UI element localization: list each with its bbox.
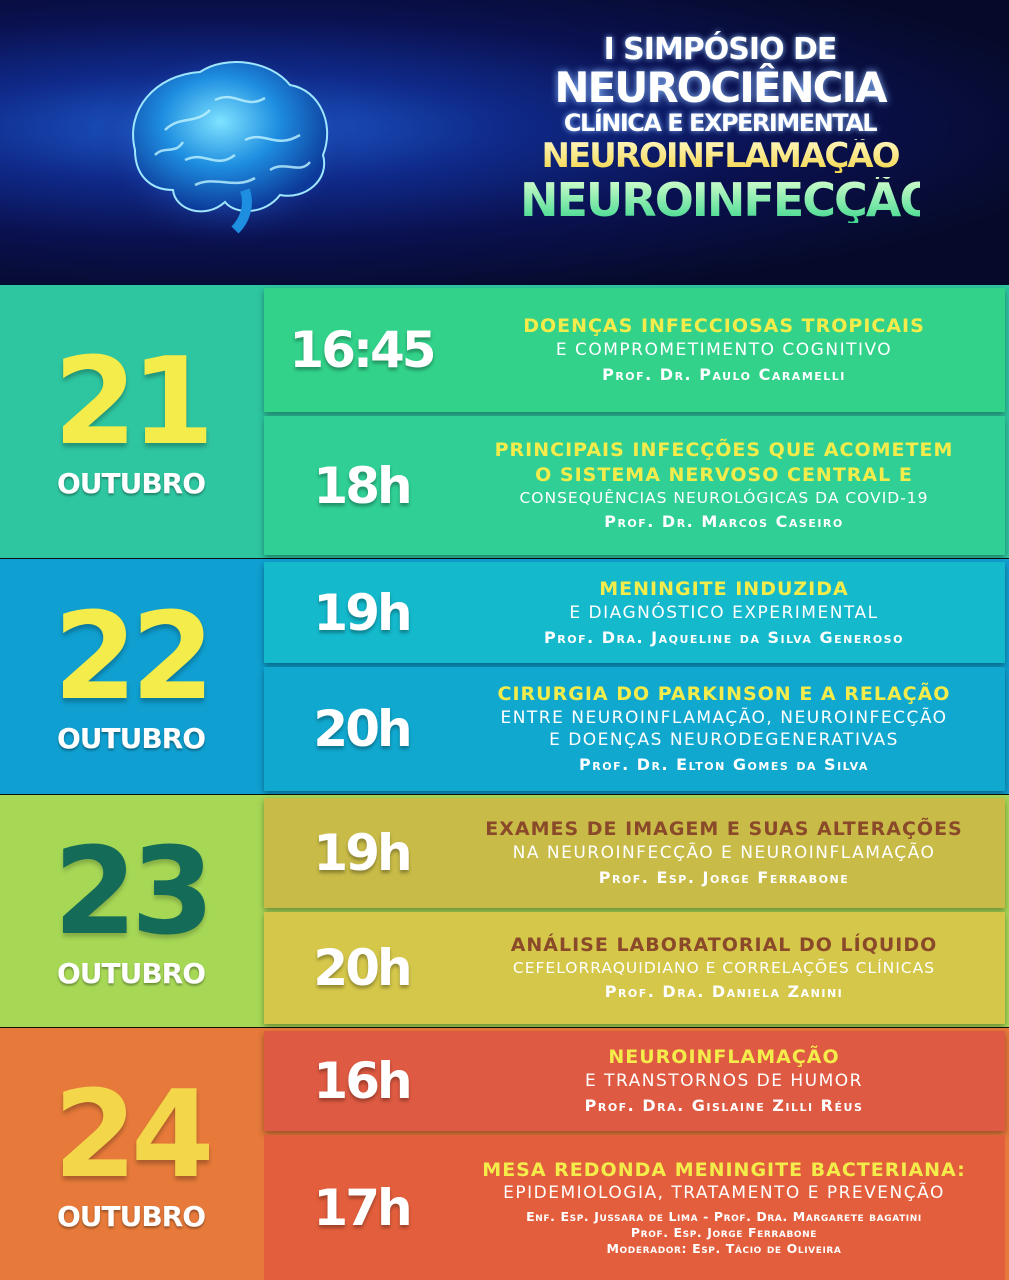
talk-subtitle: NA NEUROINFECÇÃO E NEUROINFLAMAÇÃO — [512, 843, 936, 863]
title-line-4: NEUROINFLAMAÇÃO — [520, 139, 920, 173]
schedule-slot — [264, 667, 1005, 791]
talk-speaker: Prof. Esp. Jorge Ferrabone — [598, 868, 850, 888]
talk-title: MESA REDONDA MENINGITE BACTERIANA: — [482, 1158, 966, 1181]
schedule-slot — [264, 288, 1005, 412]
day-block-23 — [0, 795, 1009, 1027]
talk-title: EXAMES DE IMAGEM E SUAS ALTERAÇÕES — [485, 818, 963, 841]
talk-info — [444, 288, 1004, 412]
talk-moderator: Moderador: Esp. Tácio de Oliveira — [606, 1241, 842, 1257]
day-number: 22 — [53, 588, 209, 727]
date-cell — [0, 559, 262, 794]
symposium-title — [520, 32, 937, 227]
schedule-slot — [264, 416, 1005, 555]
talk-subtitle: CONSEQUÊNCIAS NEUROLÓGICAS DA COVID-19 — [519, 488, 929, 507]
date-cell — [0, 795, 262, 1027]
talk-title: PRINCIPAIS INFECÇÕES QUE ACOMETEM — [494, 439, 954, 462]
talk-speaker: Prof. Dra. Daniela Zanini — [604, 982, 844, 1002]
title-line-1: I SIMPÓSIO DE — [603, 32, 837, 67]
talk-title-line-2: O SISTEMA NERVOSO CENTRAL E — [535, 464, 913, 487]
talk-subtitle: EPIDEMIOLOGIA, TRATAMENTO E PREVENÇÃO — [503, 1183, 945, 1204]
talk-info — [444, 416, 1004, 555]
talk-speaker: Enf. Esp. Jussara de Lima - Prof. Dra. Margarete bagatini — [526, 1208, 922, 1224]
talk-info — [444, 1031, 1004, 1131]
day-block-24 — [0, 1028, 1009, 1280]
brain-icon — [95, 30, 355, 250]
talk-info — [444, 562, 1004, 663]
talk-speaker: Prof. Dr. Marcos Caseiro — [604, 511, 844, 531]
schedule-slot — [264, 562, 1005, 663]
month-label: OUTUBRO — [56, 1199, 206, 1233]
slot-time: 17h — [313, 1178, 410, 1237]
day-number: 24 — [53, 1065, 209, 1205]
month-label: OUTUBRO — [56, 722, 206, 755]
talk-info — [444, 1135, 1004, 1280]
slot-time: 19h — [313, 583, 410, 642]
slot-time: 20h — [313, 700, 410, 758]
schedule-slot — [264, 1135, 1005, 1280]
schedule-slot — [264, 912, 1005, 1024]
slot-time: 20h — [313, 939, 410, 997]
date-cell — [0, 285, 262, 558]
day-block-21 — [0, 285, 1009, 558]
slot-time: 18h — [313, 456, 410, 515]
talk-speaker: Prof. Dr. Paulo Caramelli — [602, 365, 846, 385]
talk-speaker: Prof. Dra. Jaqueline da Silva Generoso — [544, 627, 904, 647]
talk-title: DOENÇAS INFECCIOSAS TROPICAIS — [523, 315, 925, 338]
talk-speaker: Prof. Dr. Elton Gomes da Silva — [579, 755, 869, 775]
talk-title: CIRURGIA DO PARKINSON E A RELAÇÃO — [497, 683, 951, 706]
date-cell — [0, 1028, 262, 1280]
talk-subtitle-line-2: E DOENÇAS NEURODEGENERATIVAS — [549, 730, 899, 751]
talk-title: ANÁLISE LABORATORIAL DO LÍQUIDO — [510, 934, 938, 957]
day-number: 21 — [53, 333, 209, 472]
slot-time: 19h — [313, 824, 410, 882]
title-line-2: NEUROCIÊNCIA — [554, 63, 886, 112]
day-number: 23 — [53, 822, 209, 962]
talk-info — [444, 798, 1004, 908]
title-line-3: CLÍNICA E EXPERIMENTAL — [563, 109, 877, 137]
schedule-slot — [264, 1031, 1005, 1131]
talk-subtitle: E TRANSTORNOS DE HUMOR — [585, 1071, 863, 1091]
talk-speaker: Prof. Esp. Jorge Ferrabone — [630, 1224, 818, 1240]
slot-time: 16:45 — [289, 321, 434, 379]
talk-subtitle: CEFELORRAQUIDIANO E CORRELAÇÕES CLÍNICAS — [512, 958, 936, 977]
talk-info — [444, 667, 1004, 791]
talk-title: NEUROINFLAMAÇÃO — [608, 1046, 840, 1069]
talk-speaker: Prof. Dra. Gislaine Zilli Réus — [584, 1096, 864, 1116]
day-block-22 — [0, 559, 1009, 794]
talk-info — [444, 912, 1004, 1024]
talk-subtitle: ENTRE NEUROINFLAMAÇÃO, NEUROINFECÇÃO — [500, 707, 948, 728]
talk-subtitle: E COMPROMETIMENTO COGNITIVO — [555, 340, 893, 360]
talk-title: MENINGITE INDUZIDA — [599, 577, 849, 600]
month-label: OUTUBRO — [56, 467, 206, 500]
slot-time: 16h — [313, 1052, 410, 1110]
schedule-slot — [264, 798, 1005, 908]
header-banner — [0, 0, 1009, 285]
month-label: OUTUBRO — [56, 956, 206, 990]
talk-subtitle: E DIAGNÓSTICO EXPERIMENTAL — [569, 602, 879, 623]
title-line-5: NEUROINFECÇÃO — [520, 173, 937, 227]
